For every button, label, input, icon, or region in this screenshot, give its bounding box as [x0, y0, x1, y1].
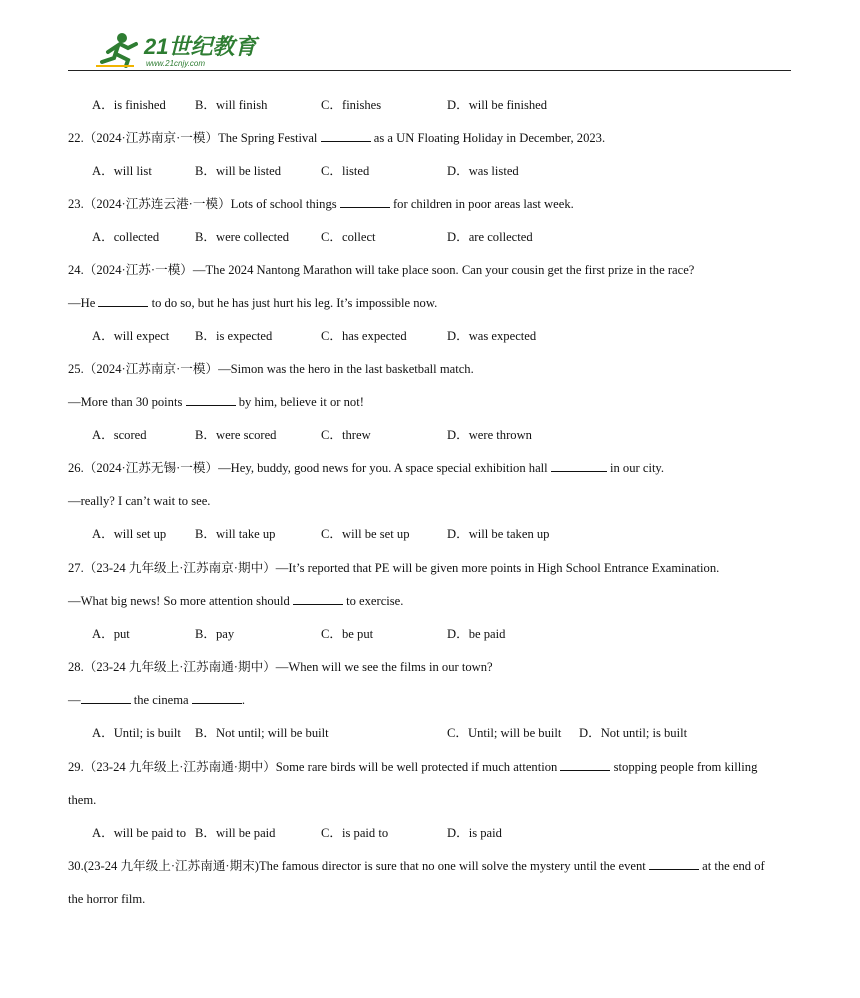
q30-line2: the horror film. [68, 892, 146, 906]
q24-option-c: C．has expected [321, 329, 407, 343]
answer-blank [340, 196, 390, 208]
q24-line2-text-after: to do so, but he has just hurt his leg. It’s impossible now. [151, 296, 438, 310]
q26-stem-text: 26.（2024·江苏无锡·一模）—Hey, buddy, good news for you. A space special exhibition hall [68, 461, 548, 475]
q23-option-b: B．were collected [195, 230, 290, 244]
q28-option-b: B．Not until; will be built [195, 726, 329, 740]
answer-blank [321, 130, 371, 142]
q22-option-c: C．listed [321, 164, 370, 178]
q23-option-c: C．collect [321, 230, 376, 244]
answer-blank [186, 394, 236, 406]
q22-option-d: D．was listed [447, 164, 519, 178]
header-rule [68, 70, 791, 71]
q25-line2-text: —More than 30 points [68, 395, 183, 409]
q24-option-a: A．will expect [92, 329, 170, 343]
answer-blank [560, 759, 610, 771]
q24-option-b: B．is expected [195, 329, 273, 343]
q28-line2-text: the cinema [133, 693, 189, 707]
q29-option-a: A．will be paid to [92, 826, 187, 840]
q27-line2 [68, 593, 403, 609]
q28-line2 [68, 692, 245, 708]
q22-stem [68, 130, 605, 146]
q29-stem-text-after: stopping people from killing [613, 760, 758, 774]
q29-option-d: D．is paid [447, 826, 502, 840]
q23-stem-text: 23.（2024·江苏连云港·一模）Lots of school things [68, 197, 337, 211]
q30-stem [68, 858, 765, 874]
q26-stem-text-after: in our city. [609, 461, 665, 475]
q27-line2-text: —What big news! So more attention should [68, 594, 290, 608]
page-header [68, 0, 791, 72]
q27-option-d: D．be paid [447, 627, 506, 641]
answer-blank [192, 692, 242, 704]
q27-line2-text-after: to exercise. [346, 594, 404, 608]
logo-url: www.21cnjy.com [146, 59, 205, 68]
q25-line2-text-after: by him, believe it or not! [238, 395, 364, 409]
q23-stem [68, 196, 574, 212]
q23-stem-text-after: for children in poor areas last week. [392, 197, 574, 211]
q23-option-d: D．are collected [447, 230, 533, 244]
q28-stem: 28.（23-24 九年级上·江苏南通·期中）—When will we see the films in our town? [68, 660, 493, 674]
q26-stem [68, 460, 664, 476]
q24-line2 [68, 295, 437, 311]
q22-stem-text: 22.（2024·江苏南京·一模）The Spring Festival [68, 131, 318, 145]
q26-option-a: A．will set up [92, 527, 167, 541]
q26-option-c: C．will be set up [321, 527, 410, 541]
q25-stem: 25.（2024·江苏南京·一模）—Simon was the hero in the last basketball match. [68, 362, 474, 376]
q25-option-c: C．threw [321, 428, 371, 442]
answer-blank [293, 593, 343, 605]
runner-icon [96, 33, 136, 66]
q27-stem: 27.（23-24 九年级上·江苏南京·期中）—It’s reported that PE will be given more points in High School Entrance Examination. [68, 561, 720, 575]
site-logo [94, 30, 294, 70]
q22-stem-text-after: as a UN Floating Holiday in December, 2023. [373, 131, 606, 145]
q29-option-b: B．will be paid [195, 826, 276, 840]
q22-option-a: A．will list [92, 164, 152, 178]
q26-option-b: B．will take up [195, 527, 276, 541]
q27-option-b: B．pay [195, 627, 235, 641]
q27-option-c: C．be put [321, 627, 374, 641]
q30-stem-text-after: at the end of [702, 859, 765, 873]
logo-text: 21世纪教育 [144, 34, 257, 59]
answer-blank [81, 692, 131, 704]
q29-stem [68, 759, 757, 775]
q24-line2-text: —He [68, 296, 96, 310]
q28-option-d: D．Not until; is built [579, 726, 688, 740]
q27-option-a: A．put [92, 627, 130, 641]
q25-option-d: D．were thrown [447, 428, 532, 442]
q25-option-b: B．were scored [195, 428, 277, 442]
answer-blank [551, 460, 607, 472]
q23-option-a: A．collected [92, 230, 160, 244]
q29-option-c: C．is paid to [321, 826, 389, 840]
q28-line2-dash: — [68, 693, 81, 707]
q24-option-d: D．was expected [447, 329, 537, 343]
q21-option-b: B．will finish [195, 98, 268, 112]
q24-stem: 24.（2024·江苏·一模）—The 2024 Nantong Marathon will take place soon. Can your cousin get the first prize in the race? [68, 263, 695, 277]
q21-option-d: D．will be finished [447, 98, 548, 112]
answer-blank [98, 295, 148, 307]
q21-option-a: A．is finished [92, 98, 166, 112]
q26-line2: —really? I can’t wait to see. [68, 494, 211, 508]
answer-blank [649, 858, 699, 870]
q25-line2 [68, 394, 364, 410]
q29-stem-text: 29.（23-24 九年级上·江苏南通·期中）Some rare birds will be well protected if much attention [68, 760, 558, 774]
q25-option-a: A．scored [92, 428, 147, 442]
q28-option-c: C．Until; will be built [447, 726, 562, 740]
q28-line2-period: . [241, 693, 245, 707]
q22-option-b: B．will be listed [195, 164, 282, 178]
q21-option-c: C．finishes [321, 98, 382, 112]
q29-line2: them. [68, 793, 97, 807]
q30-stem-text: 30.(23-24 九年级上·江苏南通·期末)The famous director is sure that no one will solve the mystery until the event [68, 859, 646, 873]
q28-option-a: A．Until; is built [92, 726, 181, 740]
q26-option-d: D．will be taken up [447, 527, 550, 541]
